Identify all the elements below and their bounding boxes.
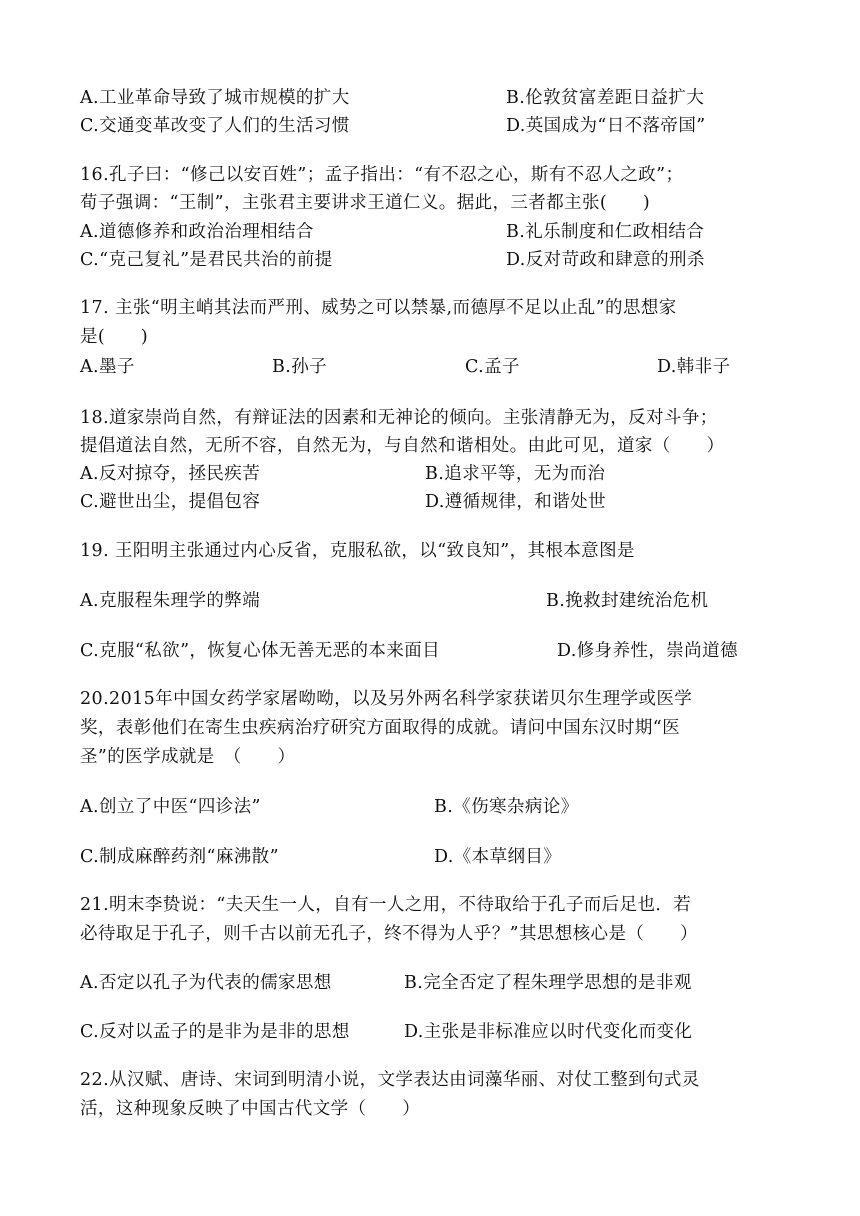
q22-stem-line1: 22.从汉赋、唐诗、宋词到明清小说，文学表达由词藻华丽、对仗工整到句式灵: [80, 1070, 700, 1090]
q19-stem-line1: 19. 王阳明主张通过内心反省，克服私欲，以“致良知”，其根本意图是: [80, 541, 635, 561]
q19-option-c: C.克服“私欲”，恢复心体无善无恶的本来面目: [80, 641, 441, 661]
q18-stem-line2: 提倡道法自然，无所不容，自然无为，与自然和谐相处。由此可见，道家（ ）: [80, 436, 725, 456]
q16-option-d: D.反对苛政和肆意的刑杀: [506, 250, 705, 270]
q21-option-d: D.主张是非标准应以时代变化而变化: [404, 1022, 693, 1042]
q20-option-c: C.制成麻醉药剂“麻沸散”: [80, 847, 279, 867]
q20-option-b: B.《伤寒杂病论》: [434, 797, 579, 817]
q20-stem-line3: 圣”的医学成就是 （ ）: [80, 747, 296, 767]
q18-option-c: C.避世出尘，提倡包容: [80, 492, 261, 512]
q19-option-a: A.克服程朱理学的弊端: [80, 591, 261, 611]
q17-option-c: C.孟子: [465, 357, 520, 377]
q19-option-d: D.修身养性，崇尚道德: [557, 641, 738, 661]
q16-stem-line1: 16.孔子曰：“修己以安百姓”；孟子指出：“有不忍之心，斯有不忍人之政”；: [80, 165, 684, 185]
q17-stem-line2: 是( ): [80, 327, 149, 347]
q17-stem-line1: 17. 主张“明主峭其法而严刑、威势之可以禁暴,而德厚不足以止乱”的思想家: [80, 298, 677, 318]
q17-option-d: D.韩非子: [657, 357, 731, 377]
q20-option-a: A.创立了中医“四诊法”: [80, 797, 261, 817]
q20-option-d: D.《本草纲目》: [434, 847, 562, 867]
q21-stem-line2: 必待取足于孔子，则千古以前无孔子，终不得为人乎？”其思想核心是（ ）: [80, 924, 698, 944]
q21-stem-line1: 21.明末李贽说：“夫天生一人，自有一人之用，不待取给于孔子而后足也．若: [80, 895, 692, 915]
q18-option-b: B.追求平等，无为而治: [425, 464, 606, 484]
q18-option-a: A.反对掠夺，拯民疾苦: [80, 464, 261, 484]
q15-option-a: A.工业革命导致了城市规模的扩大: [80, 88, 350, 108]
q16-option-b: B.礼乐制度和仁政相结合: [506, 222, 705, 242]
q21-option-a: A.否定以孔子为代表的儒家思想: [80, 973, 332, 993]
q21-option-c: C.反对以孟子的是非为是非的思想: [80, 1022, 350, 1042]
q22-stem-line2: 活，这种现象反映了中国古代文学（ ）: [80, 1099, 421, 1119]
q15-option-d: D.英国成为“日不落帝国”: [506, 116, 706, 136]
q16-option-c: C.“克己复礼”是君民共治的前提: [80, 250, 333, 270]
q21-option-b: B.完全否定了程朱理学思想的是非观: [404, 973, 692, 993]
q20-stem-line1: 20.2015年中国女药学家屠呦呦，以及另外两名科学家获诺贝尔生理学或医学: [80, 689, 693, 709]
q15-option-c: C.交通变革改变了人们的生活习惯: [80, 116, 350, 136]
q15-option-b: B.伦敦贫富差距日益扩大: [506, 88, 705, 108]
q16-stem-line2: 荀子强调：“王制”，主张君主要讲求王道仁义。据此，三者都主张( ): [80, 193, 651, 213]
q16-option-a: A.道德修养和政治治理相结合: [80, 222, 314, 242]
q18-stem-line1: 18.道家崇尚自然，有辩证法的因素和无神论的倾向。主张清静无为，反对斗争；: [80, 408, 718, 428]
q18-option-d: D.遵循规律，和谐处世: [425, 492, 606, 512]
q17-option-a: A.墨子: [80, 357, 135, 377]
q19-option-b: B.挽救封建统治危机: [546, 591, 709, 611]
q17-option-b: B.孙子: [272, 357, 328, 377]
q20-stem-line2: 奖，表彰他们在寄生虫疾病治疗研究方面取得的成就。请问中国东汉时期“医: [80, 718, 681, 738]
